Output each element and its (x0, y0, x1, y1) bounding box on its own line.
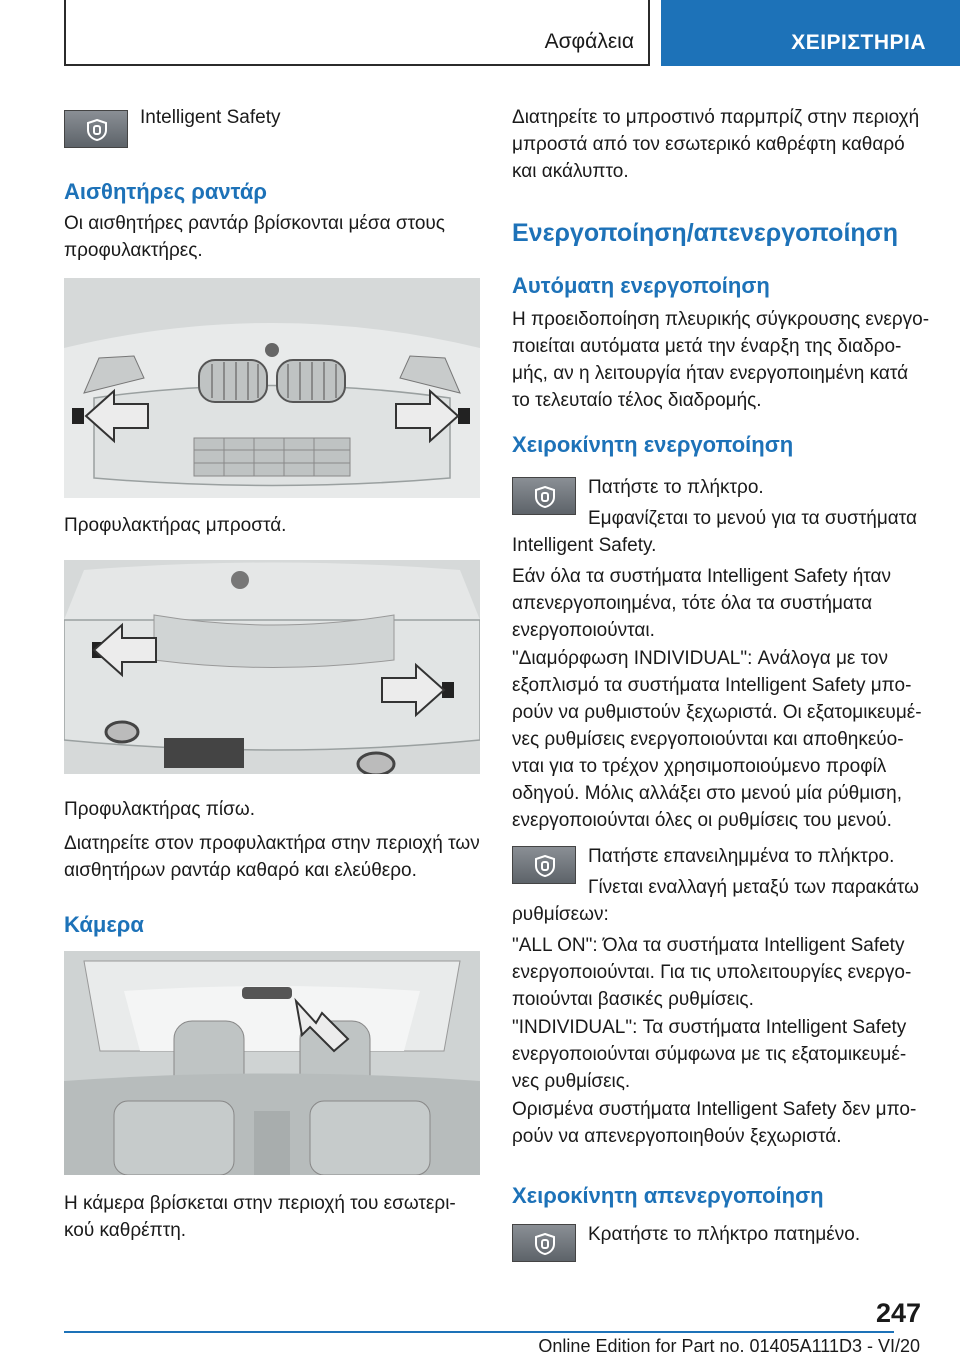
footer-divider (64, 1331, 894, 1333)
individual-line-3: ρούν να ρυθμιστούν ξεχωριστά. Οι εξατομικευμέ- (512, 702, 922, 723)
some-systems-line-2: ρούν να απενεργοποιηθούν ξεχωριστά. (512, 1126, 842, 1147)
switch-between-line-1: Γίνεται εναλλαγή μεταξύ των παρακάτω (588, 877, 919, 898)
intelligent-safety-button-icon (512, 846, 576, 884)
menu-shown-line-2: Intelligent Safety. (512, 535, 657, 556)
auto-text-line-2: ποιείται αυτόματα μετά την έναρξη της διαδρο- (512, 336, 902, 357)
radar-text-line-1: Οι αισθητήρες ραντάρ βρίσκονται μέσα στους (64, 213, 445, 234)
all-off-line-1: Εάν όλα τα συστήματα Intelligent Safety ήταν (512, 566, 892, 587)
press-repeat: Πατήστε επανειλημμένα το πλήκτρο. (588, 846, 895, 867)
switch-between-line-2: ρυθμίσεων: (512, 904, 609, 925)
individual-line-6: οδηγού. Μόλις αλλάξει στο μενού μία ρύθμιση, (512, 783, 902, 804)
individual-line-5: νται για το τρέχον χρησιμοποιούμενο προφίλ (512, 756, 887, 777)
keep-clean-line-1: Διατηρείτε στον προφυλακτήρα στην περιοχή των (64, 833, 480, 854)
all-on-line-2: ενεργοποιούνται. Για τις υπολειτουργίες ενεργο- (512, 962, 912, 983)
heading-manual-deactivation: Χειροκίνητη απενεργοποίηση (512, 1183, 824, 1208)
individual2-line-3: νες ρυθμίσεις. (512, 1071, 631, 1092)
individual2-line-1: "INDIVIDUAL": Τα συστήματα Intelligent Safety (512, 1017, 907, 1038)
individual-line-1: "Διαμόρφωση INDIVIDUAL": Ανάλογα με τον (512, 648, 888, 669)
rear-bumper-image (64, 560, 480, 774)
individual2-line-2: ενεργοποιούνται σύμφωνα με τις εξατομικευμέ- (512, 1044, 907, 1065)
header-chapter-title: ΧΕΙΡΙΣΤΗΡΙΑ (791, 31, 926, 54)
caption-rear-bumper: Προφυλακτήρας πίσω. (64, 799, 255, 820)
hold-key: Κρατήστε το πλήκτρο πατημένο. (588, 1224, 861, 1245)
page-number: 247 (876, 1298, 922, 1328)
individual-line-4: νες ρυθμίσεις ενεργοποιούνται και αποθηκεύο- (512, 729, 904, 750)
windshield-line-2: μπροστά από τον εσωτερικό καθρέφτη καθαρό (512, 134, 905, 155)
header-section-tab (64, 0, 650, 66)
header-section-title: Ασφάλεια (544, 30, 634, 53)
individual-line-7: ενεργοποιούνται όλες οι ρυθμίσεις του μενού. (512, 810, 892, 831)
caption-front-bumper: Προφυλακτήρας μπροστά. (64, 515, 287, 536)
camera-interior-image (64, 951, 480, 1175)
heading-camera: Κάμερα (64, 912, 144, 937)
camera-caption-line-2: κού καθρέπτη. (64, 1220, 187, 1241)
intelligent-safety-button-icon (64, 110, 128, 148)
all-off-line-3: ενεργοποιούνται. (512, 620, 655, 641)
all-on-line-3: ποιούνται βασικές ρυθμίσεις. (512, 989, 754, 1010)
button-label: Intelligent Safety (140, 107, 281, 128)
heading-radar-sensors: Αισθητήρες ραντάρ (64, 179, 267, 204)
intelligent-safety-button-icon (512, 477, 576, 515)
individual-line-2: εξοπλισμό τα συστήματα Intelligent Safety μπο- (512, 675, 912, 696)
windshield-line-1: Διατηρείτε το μπροστινό παρμπρίζ στην περιοχή (512, 107, 920, 128)
auto-text-line-3: μής, αν η λειτουργία ήταν ενεργοποιημένη κατά (512, 363, 909, 384)
front-bumper-image (64, 278, 480, 498)
radar-text-line-2: προφυλακτήρες. (64, 240, 203, 261)
auto-text-line-4: το τελευταίο τέλος διαδρομής. (512, 390, 762, 411)
heading-manual-activation: Χειροκίνητη ενεργοποίηση (512, 432, 794, 457)
some-systems-line-1: Ορισμένα συστήματα Intelligent Safety δεν μπο- (512, 1099, 917, 1120)
auto-text-line-1: Η προειδοποίηση πλευρικής σύγκρουσης ενεργο- (512, 309, 930, 330)
footer-edition: Online Edition for Part no. 01405A111D3 - VI/20 (538, 1336, 920, 1356)
header-chapter-tab (661, 0, 960, 66)
all-on-line-1: "ALL ON": Όλα τα συστήματα Intelligent Safety (512, 935, 905, 956)
keep-clean-line-2: αισθητήρων ραντάρ καθαρό και ελεύθερο. (64, 860, 417, 881)
menu-shown-line-1: Εμφανίζεται το μενού για τα συστήματα (588, 508, 918, 529)
heading-automatic-activation: Αυτόματη ενεργοποίηση (512, 273, 770, 298)
all-off-line-2: απενεργοποιημένα, τότε όλα τα συστήματα (512, 593, 873, 614)
camera-caption-line-1: Η κάμερα βρίσκεται στην περιοχή του εσωτερι- (64, 1193, 456, 1214)
press-key: Πατήστε το πλήκτρο. (588, 477, 764, 498)
windshield-line-3: και ακάλυπτο. (512, 161, 629, 182)
heading-activation-deactivation: Ενεργοποίηση/απενεργοποίηση (512, 219, 899, 247)
intelligent-safety-button-icon (512, 1224, 576, 1262)
